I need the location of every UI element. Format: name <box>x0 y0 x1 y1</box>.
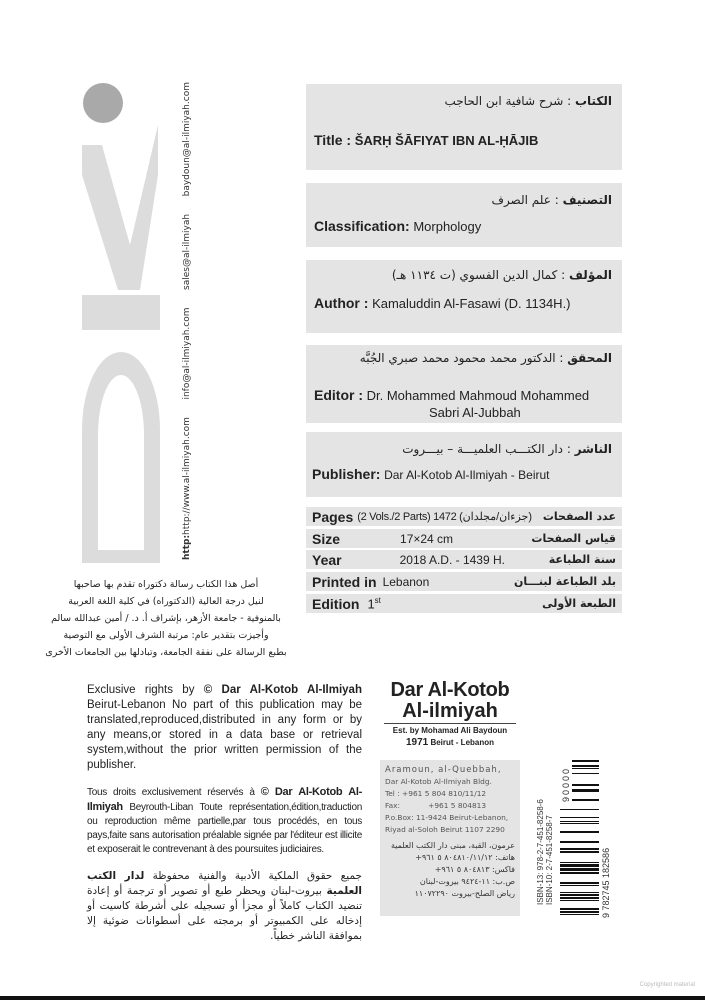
barcode-bar <box>560 817 599 818</box>
barcode-bar <box>560 851 599 853</box>
barcode-bar <box>572 773 599 774</box>
logo-k <box>82 125 158 290</box>
year-row: Year 2018 A.D. - 1439 H. سنة الطباعة <box>306 550 622 569</box>
barcode-bar <box>560 868 599 871</box>
contacts-strip <box>182 82 192 560</box>
barcode-bar <box>572 765 599 767</box>
barcode-digits: 9 782745 182586 <box>601 847 611 918</box>
logo-dot <box>83 83 123 123</box>
barcode-bar <box>560 914 599 915</box>
publisher-box: الناشر : دار الكتـــب العلميـــة – بيـــروت Publisher: Dar Al-Kotob Al-Ilmiyah - Beirut <box>306 432 622 497</box>
barcode-bar <box>560 900 599 901</box>
sales-email[interactable]: sales@al-ilmiyah <box>182 213 192 290</box>
title-box: الكتاب : شرح شافية ابن الحاجب Title : ŠARḤ ŠĀFIYAT IBN AL-ḤĀJIB <box>306 84 622 170</box>
author-box: المؤلف : كمال الدين الفسوي (ت ١١٣٤ هـ) Author : Kamaluddin Al-Fasawi (D. 1134H.) <box>306 260 622 333</box>
barcode-bar <box>572 789 599 792</box>
baydoun-email[interactable]: baydoun@al-ilmiyah.com <box>182 82 192 197</box>
barcode-bar <box>572 799 599 801</box>
barcode-bar <box>560 882 599 884</box>
rights-english: Exclusive rights by © Dar Al-Kotob Al-Ilmiyah Beirut-Lebanon No part of this publication may be translated,reproduced,distributed in any form or by any means,or stored in a data base or retrieval system,without the prior written permission of the publisher. <box>87 684 362 771</box>
barcode-bar <box>560 885 599 886</box>
barcode-bar <box>560 892 599 893</box>
barcode-bar <box>560 872 599 874</box>
barcode-bar <box>572 768 599 769</box>
bottom-edge <box>0 996 705 1000</box>
isbn-text: ISBN-13: 978-2-7-451-8258-6 ISBN-10: 2-7-451-8258-7 <box>536 799 554 905</box>
barcode-bar <box>560 848 599 850</box>
info-email[interactable]: info@al-ilmiyah.com <box>182 307 192 400</box>
dki-logo <box>78 80 173 570</box>
watermark: Copyrighted material <box>639 982 695 988</box>
classification-box: التصنيف : علم الصرف Classification: Morphology <box>306 183 622 247</box>
edition-row: Edition 1st الطبعة الأولى <box>306 594 622 613</box>
pages-row: Pages (2 Vols./2 Parts) 1472 (جزءان/مجلدان) عدد الصفحات <box>306 507 622 526</box>
barcode-addon-digits: 90000 <box>561 766 571 802</box>
publisher-brand: Dar Al-Kotob Al-ilmiyah Est. by Mohamad Ali Baydoun 1971 Beirut - Lebanon <box>378 680 522 748</box>
printed-row: Printed in Lebanon بلد الطباعة لبنـــان <box>306 572 622 591</box>
barcode-bar <box>560 911 599 913</box>
address-box: Aramoun, al-Quebbah, Dar Al-Kotob Al-Ilmiyah Bldg. Tel : +961 5 804 810/11/12 Fax: +961 5 804813 P.o.Box: 11-9424 Beirut-Lebanon, Riyad al-Soloh Beirut 1107 2290 عرمون، القبة، مبنى دار الكتب العلمية هاتف: ٨٠٤٨١٠/١١/١٢ ٥ ٩٦١+ فاكس: ٨٠٤٨١٣ ٥ ٩٦١+ ص.ب: ١١-٩٤٢٤ بيروت-لبنان رياض الصلح-بيروت ١١٠٧٢٢٩٠ <box>380 760 520 916</box>
barcode-bar <box>560 841 599 843</box>
barcode-bar <box>560 894 599 896</box>
rights-french: Tous droits exclusivement réservés à © Dar Al-Kotob Al-Ilmiyah Beyrouth-Liban Toute représentation,édition,traduction ou reproduction même partielle,par tous procédés, en tous pays,faite sans autorisation préalable signée par l'éditeur est illicite et exposerait le contrevenant à des poursuites judiciaires. <box>87 786 363 855</box>
rights-column <box>87 683 362 956</box>
logo-d <box>82 352 160 563</box>
barcode-bar <box>560 897 599 899</box>
size-row: Size 17×24 cm قياس الصفحات <box>306 529 622 548</box>
barcode-bar <box>560 821 599 822</box>
thesis-note: أصل هذا الكتاب رسالة دكتوراه تقدم بها صاحبها لنيل درجة العالية (الدكتوراه) في كلية اللغة العربية بالمنوفية - جامعة الأزهر، بإشراف أ. د. / أمين عبدالله سالم وأجيزت بتقدير عام: مرتبة الشرف الأولى مع التوصية بطبع الرسالة على نفقة الجامعة، وتبادلها بين الجامعات الأخرى <box>45 579 287 658</box>
rights-arabic: جميع حقوق الملكية الأدبية والفنية محفوظة لدار الكتب العلمية بيروت-لبنان ويحظر طبع أو تصوير أو ترجمة أو إعادة تنضيد الكتاب كاملاً أو مجزأ أو تسجيله على أشرطة كاسيت أو إدخاله على الكمبيوتر أو برمجته على أسطوانات ضوئية إلا بموافقة الناشر خطياً. <box>87 870 363 942</box>
barcode-bar <box>560 831 599 833</box>
barcode-bar <box>572 784 599 786</box>
website-link[interactable]: http:http://www.al-ilmiyah.com <box>182 417 192 560</box>
editor-box: المحقق : الدكتور محمد محمود محمد صبري الجُبَّه Editor : Dr. Mohammed Mahmoud Mohammed Sabri Al-Jubbah <box>306 345 622 423</box>
barcode-bar <box>560 864 599 867</box>
barcode-bar <box>560 809 599 810</box>
barcode-bar <box>560 862 599 863</box>
barcode-bar <box>560 823 599 824</box>
barcode-bar <box>560 908 599 910</box>
barcode-bar <box>572 760 599 762</box>
logo-i <box>82 295 160 330</box>
